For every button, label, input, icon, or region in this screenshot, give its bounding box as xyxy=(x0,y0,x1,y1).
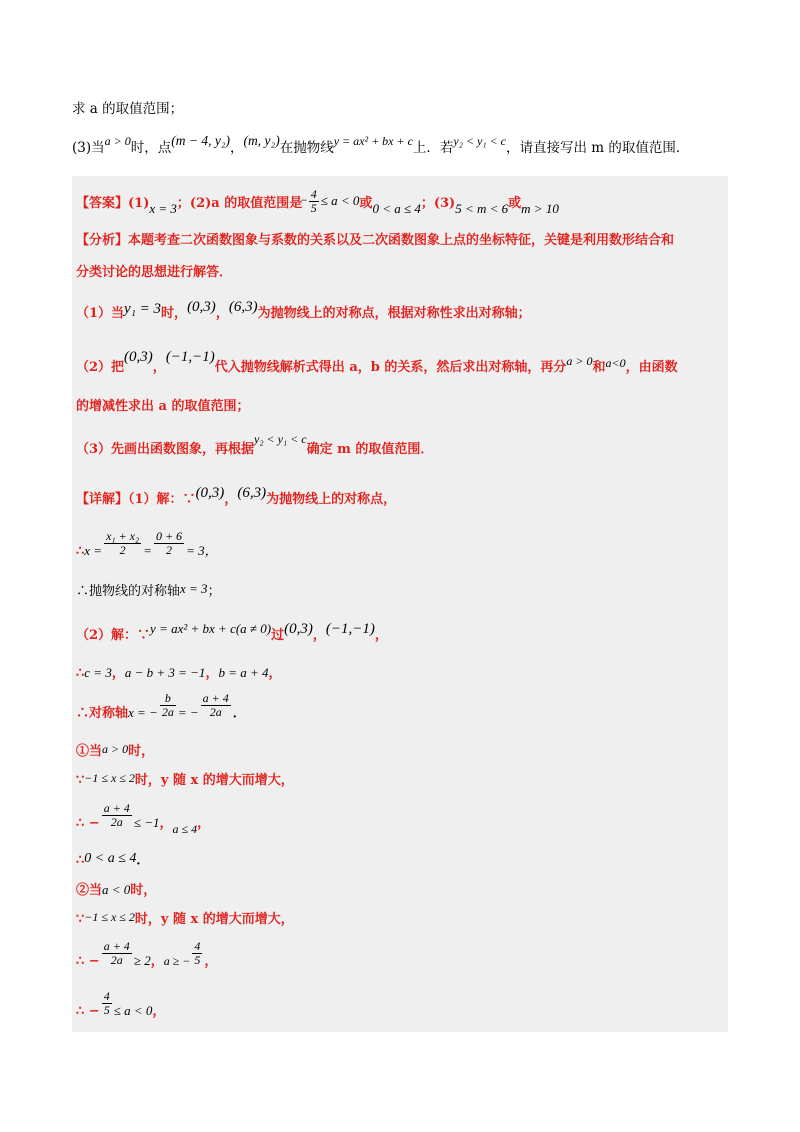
case-1-period: ． xyxy=(136,853,150,868)
parabola-equation: y = ax² + bx + c xyxy=(333,134,413,148)
detail-d5-comma-1: ， xyxy=(111,666,125,681)
answer-fraction-num: 4 xyxy=(310,187,317,201)
detail-d6-frac-2-num: a + 4 xyxy=(202,691,229,705)
analysis-line-1 xyxy=(76,232,674,250)
analysis-p2-text-e: 和 xyxy=(592,360,606,375)
analysis-p2-cond-1: a > 0 xyxy=(566,354,593,368)
analysis-point-2 xyxy=(76,349,678,377)
case-2-therefore: ∴ − xyxy=(76,954,100,969)
detail-d6-frac-1-den: 2a xyxy=(161,705,174,719)
point-1: (m − 4, y₂) xyxy=(171,133,231,148)
detail-d5-eq-3: b = a + 4 xyxy=(218,665,269,680)
detail-line-1 xyxy=(76,485,397,509)
analysis-p1-point-1: (0,3) xyxy=(187,299,216,315)
case-2-frac-num: a + 4 xyxy=(103,939,130,953)
case-2-conclusion-frac-num: 4 xyxy=(103,989,110,1003)
detail-d4-point-1: (0,3) xyxy=(284,621,313,637)
detail-d1-point-1: (0,3) xyxy=(195,485,225,501)
case-2-conclusion: ≤ a < 0 xyxy=(113,1003,153,1018)
detail-d4-eq: y = ax² + bx + c(a ≠ 0) xyxy=(150,621,272,636)
part3-text-1: 时，点 xyxy=(130,140,172,156)
answer-or-1: 或 xyxy=(359,196,373,211)
analysis-text-2: 分类讨论的思想进行解答． xyxy=(76,265,233,280)
detail-d6-end: ． xyxy=(232,706,246,721)
case-1-frac-num: a + 4 xyxy=(103,801,130,815)
case-1-therefore: ∴ − xyxy=(76,816,100,831)
detail-d4-text-d: ， xyxy=(374,628,388,643)
problem-line-1-text: 求 a 的取值范围； xyxy=(72,101,184,117)
case-1-because: ∵ xyxy=(76,773,85,788)
part3-text-4: ，请直接写出 m 的取值范围． xyxy=(505,140,690,156)
detail-d2-therefore: ∴ xyxy=(76,544,85,559)
detail-d4-text-b: 过 xyxy=(271,628,285,643)
comma: ， xyxy=(230,140,244,156)
detail-d5-eq-1: c = 3 xyxy=(84,665,112,680)
case-2-ineq-1: ≥ 2 xyxy=(133,953,151,968)
detail-d2-frac-1 xyxy=(104,530,141,557)
case-1-ineq-1: ≤ −1 xyxy=(133,815,160,830)
case-1-line-4 xyxy=(76,852,149,870)
case-2-line-3 xyxy=(76,940,217,976)
detail-d2-frac-2-num: 0 + 6 xyxy=(155,529,183,543)
detail-d5-comma-2: ， xyxy=(205,666,219,681)
detail-d2-equals: = xyxy=(143,543,152,558)
case-2-conclusion-end: ， xyxy=(152,1004,166,1019)
case-2-line-2 xyxy=(76,910,294,929)
detail-d2-lhs: x = xyxy=(84,543,103,558)
case-2-monotonic-text: 时，y 随 x 的增大而增大， xyxy=(134,912,294,927)
detail-d1-text-a: （1）解：∵ xyxy=(128,492,196,507)
detail-d6-mid: = − xyxy=(177,705,199,720)
case-1-line-2 xyxy=(76,771,294,790)
detail-d3-eq: x = 3 xyxy=(180,581,208,596)
detail-d6-lhs: x = − xyxy=(128,705,158,720)
answer-fraction-sign: − xyxy=(299,193,308,207)
case-2-conclusion-therefore: ∴ − xyxy=(76,1004,100,1019)
case-1-frac xyxy=(102,802,132,829)
case-2-line-4 xyxy=(76,990,165,1026)
analysis-p2-text-c: 代入抛物线解析式得出 a，b 的关系，然后求出对称轴，再分 xyxy=(214,360,567,375)
answer-2a: ≤ a < 0 xyxy=(320,193,360,208)
analysis-point-3 xyxy=(76,432,434,459)
answer-3b: m > 10 xyxy=(521,201,559,216)
detail-d3-text-b: ； xyxy=(207,584,221,599)
case-1-monotonic-text: 时，y 随 x 的增大而增大， xyxy=(134,773,294,788)
detail-d4-point-2: (−1,−1) xyxy=(325,621,375,637)
detail-d6-frac-1-num: b xyxy=(160,692,176,706)
detail-d2-frac-1-num: x₁ + x₂ xyxy=(106,529,140,543)
detail-d1-text-b: ， xyxy=(224,492,238,507)
detail-d2-frac-2-den: 2 xyxy=(166,543,172,557)
detail-d6-frac-2 xyxy=(201,692,231,719)
answer-fraction-den: 5 xyxy=(310,201,317,215)
case-1-frac-den: 2a xyxy=(110,815,123,829)
answer-part-1-label: (1) xyxy=(128,196,150,211)
analysis-point-2-line-2 xyxy=(76,398,249,416)
case-2-conclusion-frac-den: 5 xyxy=(103,1003,110,1017)
detail-d4-text-a: （2）解：∵ xyxy=(76,628,151,643)
analysis-point-1 xyxy=(76,299,531,323)
part3-inequality: y₂ < y₁ < c xyxy=(453,134,506,148)
analysis-p2-text-b: ， xyxy=(152,360,166,375)
case-2-frac-den: 2a xyxy=(110,953,123,967)
detail-d1-point-2: (6,3) xyxy=(237,485,267,501)
problem-part-3 xyxy=(72,133,690,157)
case-1-comma-2: ， xyxy=(197,816,211,831)
case-2-conclusion-frac xyxy=(102,990,112,1017)
case-2-frac-4-5 xyxy=(192,940,202,967)
detail-d5-therefore: ∴ xyxy=(76,666,85,681)
part3-label: (3)当 xyxy=(72,140,105,156)
case-1-text: 时， xyxy=(128,744,155,759)
detail-d1-text-c: 为抛物线上的对称点， xyxy=(266,492,397,507)
analysis-p2-text-g: ，由函数 xyxy=(625,360,678,375)
case-1-cond: a > 0 xyxy=(102,742,129,756)
case-2-comma: ， xyxy=(150,954,164,969)
analysis-p1-text-a: （1）当 xyxy=(76,306,125,321)
case-2-cond: a < 0 xyxy=(102,882,131,897)
analysis-p2-point-2: (−1,−1) xyxy=(165,349,215,365)
analysis-p1-text-d: 为抛物线上的对称点，根据对称性求出对称轴； xyxy=(257,306,531,321)
case-2-frac-4-5-den: 5 xyxy=(194,953,201,967)
detail-d2-frac-2 xyxy=(154,530,184,557)
detail-d2-end: = 3， xyxy=(186,543,218,558)
case-2-ineq-2: a ≥ − xyxy=(163,954,191,968)
answer-separator-2: ；(3) xyxy=(420,196,456,211)
detail-d2-frac-1-den: 2 xyxy=(119,543,126,557)
part3-text-2: 在抛物线 xyxy=(279,140,334,156)
detail-d3-text-a: ∴抛物线的对称轴 xyxy=(76,584,181,599)
case-1-label: ①当 xyxy=(76,744,103,759)
detail-d5-comma-3: ， xyxy=(268,666,282,681)
detail-tag: 【详解】 xyxy=(76,492,129,507)
analysis-line-2 xyxy=(76,264,232,282)
detail-d6-frac-2-den: 2a xyxy=(209,705,222,719)
analysis-p2-cond-2: a<0 xyxy=(605,356,626,370)
detail-line-4 xyxy=(76,621,388,645)
detail-line-5 xyxy=(76,664,282,683)
case-1-line-1 xyxy=(76,742,154,761)
case-1-ineq-2: a ≤ 4 xyxy=(172,822,198,836)
case-1-comma: ， xyxy=(159,816,173,831)
case-1-line-3 xyxy=(76,802,210,838)
analysis-p3-text-a: （3）先画出函数图象，再根据 xyxy=(76,442,255,457)
case-2-text: 时， xyxy=(130,883,157,898)
part3-condition: a > 0 xyxy=(104,134,131,148)
analysis-p1-text-b: 时， xyxy=(161,306,188,321)
answer-3a: 5 < m < 6 xyxy=(455,201,509,216)
answer-2b: 0 < a ≤ 4 xyxy=(372,201,421,216)
answer-fraction xyxy=(299,187,319,215)
part3-text-3: 上．若 xyxy=(412,140,454,156)
case-2-label: ②当 xyxy=(76,883,103,898)
case-2-frac xyxy=(102,940,132,967)
case-2-range: −1 ≤ x ≤ 2 xyxy=(84,910,135,924)
analysis-p1-point-2: (6,3) xyxy=(228,299,258,315)
detail-d4-text-c: ， xyxy=(312,628,326,643)
case-1-conclusion: 0 < a ≤ 4 xyxy=(84,851,137,866)
detail-line-3 xyxy=(76,582,221,601)
case-2-end: ， xyxy=(204,954,218,969)
detail-line-2 xyxy=(76,530,218,566)
case-1-range: −1 ≤ x ≤ 2 xyxy=(84,771,135,785)
analysis-p3-ineq: y₂ < y₁ < c xyxy=(254,432,307,446)
analysis-p1-eq: y₁ = 3 xyxy=(124,301,162,317)
analysis-p1-text-c: ， xyxy=(215,306,229,321)
case-2-frac-4-5-num: 4 xyxy=(194,939,201,953)
point-2: (m, y₂) xyxy=(243,133,280,148)
analysis-p2-text-a: （2）把 xyxy=(76,360,125,375)
detail-d6-text-a: ∴对称轴 xyxy=(76,706,129,721)
answer-separator-1: ；(2)a 的取值范围是 xyxy=(176,196,303,211)
analysis-p3-text-b: 确定 m 的取值范围． xyxy=(306,442,434,457)
problem-line-1 xyxy=(72,100,183,118)
answer-or-2: 或 xyxy=(508,196,522,211)
analysis-text-1: 本题考查二次函数图象与系数的关系以及二次函数图象上点的坐标特征，关键是利用数形结合和 xyxy=(128,233,675,248)
case-2-line-1 xyxy=(76,881,156,900)
analysis-p2-text-line2: 的增减性求出 a 的取值范围； xyxy=(76,399,250,414)
detail-d5-eq-2: a − b + 3 = −1 xyxy=(124,665,206,680)
analysis-p2-point-1: (0,3) xyxy=(124,349,153,365)
answer-tag: 【答案】 xyxy=(76,196,129,211)
case-2-because: ∵ xyxy=(76,912,85,927)
answer-1: x = 3 xyxy=(149,201,177,216)
case-1-conclusion-therefore: ∴ xyxy=(76,853,85,868)
detail-line-6 xyxy=(76,692,246,728)
detail-d6-frac-1 xyxy=(160,692,176,719)
answer-line xyxy=(76,187,559,217)
analysis-tag: 【分析】 xyxy=(76,233,129,248)
